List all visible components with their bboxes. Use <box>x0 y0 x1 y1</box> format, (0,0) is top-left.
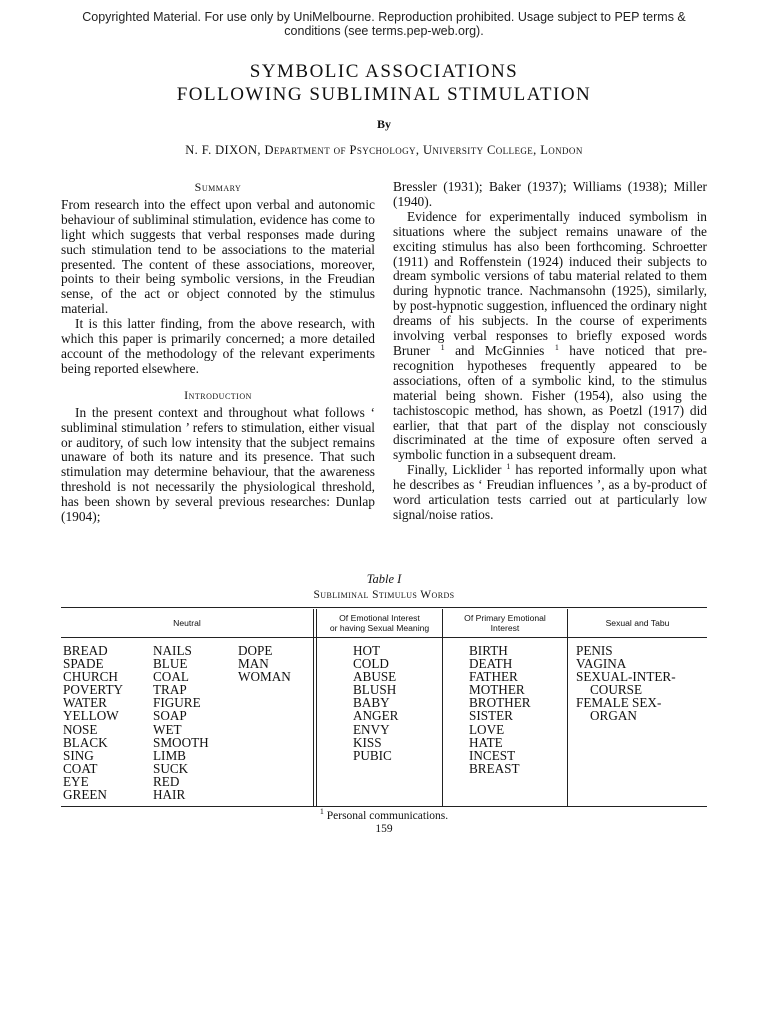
table-word: DOPE <box>238 643 273 658</box>
paper-title-line-2: FOLLOWING SUBLIMINAL STIMULATION <box>176 84 592 105</box>
table-word: BLACK <box>63 734 108 750</box>
column-emotional <box>353 644 398 762</box>
header-neutral: Neutral <box>173 618 201 628</box>
column-neutral-1 <box>63 644 123 801</box>
table-divider <box>316 609 317 806</box>
table-word: HATE <box>469 734 503 750</box>
table-word: FEMALE SEX- <box>576 695 662 711</box>
table-bottom-rule <box>61 806 707 807</box>
header-emotional-line-1: Of Emotional Interest <box>339 613 420 623</box>
table-word: CHURCH <box>63 669 118 685</box>
summary-paragraph-2: It is this latter finding, from the above research, with which this paper is primarily concerned; a more detailed account of the methodology of the relevant experiments being reported elsewhere. <box>61 316 375 376</box>
table-word: VAGINA <box>576 656 627 672</box>
table-header-rule <box>61 637 707 638</box>
table-word: DEATH <box>469 656 513 672</box>
table-word: SEXUAL-INTER- <box>576 669 676 685</box>
table-word: LOVE <box>469 721 505 737</box>
copyright-line-1: Copyrighted Material. For use only by UniMelbourne. Reproduction prohibited. Usage subject to PEP terms & <box>82 10 686 24</box>
table-word: WET <box>153 721 182 737</box>
introduction-paragraph-1: In the present context and throughout what follows ‘ subliminal stimulation ’ refers to stimulation, either visual or auditory, of such low intensity that the subject remains unaware of both its nature and its presence. That such stimulation may determine behaviour, that the awareness threshold is not necessarily the physiological threshold, has been shown by several previous researches: Dunlap (1904); <box>61 404 375 525</box>
column-neutral-3 <box>238 644 291 683</box>
column-sexual <box>576 644 676 723</box>
table-word: ABUSE <box>353 669 397 685</box>
table-word: BLUE <box>153 656 188 672</box>
table-word: BLUSH <box>353 682 397 698</box>
byline: By <box>376 117 391 131</box>
copyright-notice <box>0 10 768 38</box>
table-word: COLD <box>353 656 389 672</box>
footnote-marker: 1 <box>319 807 324 816</box>
footnote-ref: 1 <box>506 462 511 472</box>
column-primary <box>469 644 531 775</box>
footnote-ref: 1 <box>440 342 445 352</box>
table-word: COURSE <box>590 682 643 698</box>
table-word: SMOOTH <box>153 734 209 750</box>
introduction-paragraph-3 <box>393 210 707 463</box>
table-word: WATER <box>63 695 107 711</box>
author-affiliation: N. F. DIXON, Department of Psychology, University College, London <box>185 143 583 157</box>
table-word: SOAP <box>153 708 187 724</box>
table-word: RED <box>153 773 180 789</box>
table-word: EYE <box>63 773 89 789</box>
table-word: BROTHER <box>469 695 531 711</box>
licklider-text: Finally, Licklider <box>407 462 502 478</box>
table-word: SISTER <box>469 708 513 724</box>
paragraph-3-rest: have noticed that pre-recognition hypotheses frequently appeared to be associations, often of a symbolic kind, to the stimulus material being shown. Fisher (1954), also using the tachistoscopic method, has shown, as Poetzl (1917) did earlier, that that part of the display not consciously discriminated at the time of exposure often served a symbolic function in a subsequent dream. <box>393 342 707 463</box>
column-neutral-2 <box>153 644 209 801</box>
copyright-line-2: conditions (see terms.pep-web.org). <box>284 24 484 38</box>
footnote-ref: 1 <box>554 342 559 352</box>
table-word: PUBIC <box>353 747 392 763</box>
table-word: LIMB <box>153 747 186 763</box>
paper-title-line-1: SYMBOLIC ASSOCIATIONS <box>249 61 519 82</box>
summary-heading: Summary <box>194 180 242 194</box>
table-word: YELLOW <box>63 708 119 724</box>
table-word: BIRTH <box>469 643 508 658</box>
table-word: MAN <box>238 656 269 672</box>
table-word: MOTHER <box>469 682 525 698</box>
table-title: Subliminal Stimulus Words <box>313 589 455 601</box>
table-word: FATHER <box>469 669 518 685</box>
table-word: WOMAN <box>238 669 291 685</box>
table-word: SPADE <box>63 656 104 672</box>
summary-paragraph-1: From research into the effect upon verbal and autonomic behaviour of subliminal stimulation, evidence has come to light which suggests that verbal responses made during such stimulation tend to be associations to the material presented. The content of these associations, moreover, points to their being symbolic versions, in the Freudian sense, of the act or object connoted by the stimulus material. <box>61 196 375 317</box>
table-word: ANGER <box>353 708 399 724</box>
table-word: GREEN <box>63 787 107 803</box>
table-top-rule <box>61 607 707 608</box>
table-word: FIGURE <box>153 695 201 711</box>
header-emotional-line-2: or having Sexual Meaning <box>329 622 430 633</box>
introduction-paragraph-2: Bressler (1931); Baker (1937); Williams (1938); Miller (1940). <box>393 179 707 209</box>
table-word: BREAST <box>469 760 520 776</box>
paragraph-4-rest: has reported informally upon what he describes as ‘ Freudian influences ’, as a by-product of word articulation tests carried out at particularly low signal/noise ratios. <box>393 462 707 522</box>
table-word: PENIS <box>576 643 613 658</box>
table-word: BREAD <box>63 643 108 658</box>
bruner-text: Bruner <box>393 342 431 358</box>
table-word: HOT <box>353 643 381 658</box>
header-primary <box>443 614 567 633</box>
table-caption: Table I <box>366 572 402 586</box>
page-number: 159 <box>375 823 393 835</box>
header-sexual: Sexual and Tabu <box>605 618 670 628</box>
mcginnies-text: and McGinnies <box>444 342 545 358</box>
introduction-paragraph-4 <box>393 463 707 523</box>
paragraph-3-text: Evidence for experimentally induced symbolism in situations where the subject remains unaware of the exciting stimulus has also been forthcoming. Schroetter (1911) and Roffenstein (1924) induced their subjects to dream symbolic versions of tabu material related to them during hypnotic trance. Nachmansohn (1925), similarly, by post-hypnotic suggestion, influenced the ordinary night dreams of his subjects. In the course of experiments involving verbal responses to briefly exposed words <box>393 208 707 344</box>
table-word: BABY <box>353 695 390 711</box>
table-word: INCEST <box>469 747 516 763</box>
right-column <box>393 180 707 523</box>
table-word: COAT <box>63 760 98 776</box>
header-primary-line-1: Of Primary Emotional <box>464 613 546 623</box>
table-divider <box>567 609 568 806</box>
header-emotional <box>317 614 442 633</box>
introduction-heading: Introduction <box>184 387 252 402</box>
table-word: NAILS <box>153 643 192 658</box>
table-word: KISS <box>353 734 382 750</box>
header-primary-line-2: Interest <box>490 622 520 633</box>
table-word: HAIR <box>153 787 186 803</box>
table-divider <box>313 609 314 806</box>
footnote <box>0 807 768 822</box>
left-column <box>61 180 375 525</box>
table-divider <box>442 609 443 806</box>
table-word: NOSE <box>63 721 98 737</box>
table-word: SUCK <box>153 760 189 776</box>
table-word: ENVY <box>353 721 390 737</box>
table-word: POVERTY <box>63 682 124 698</box>
table-word: TRAP <box>153 682 187 698</box>
footnote-text: Personal communications. <box>326 810 449 822</box>
table-word: COAL <box>153 669 189 685</box>
table-word: SING <box>63 747 94 763</box>
table-word: ORGAN <box>590 708 637 724</box>
